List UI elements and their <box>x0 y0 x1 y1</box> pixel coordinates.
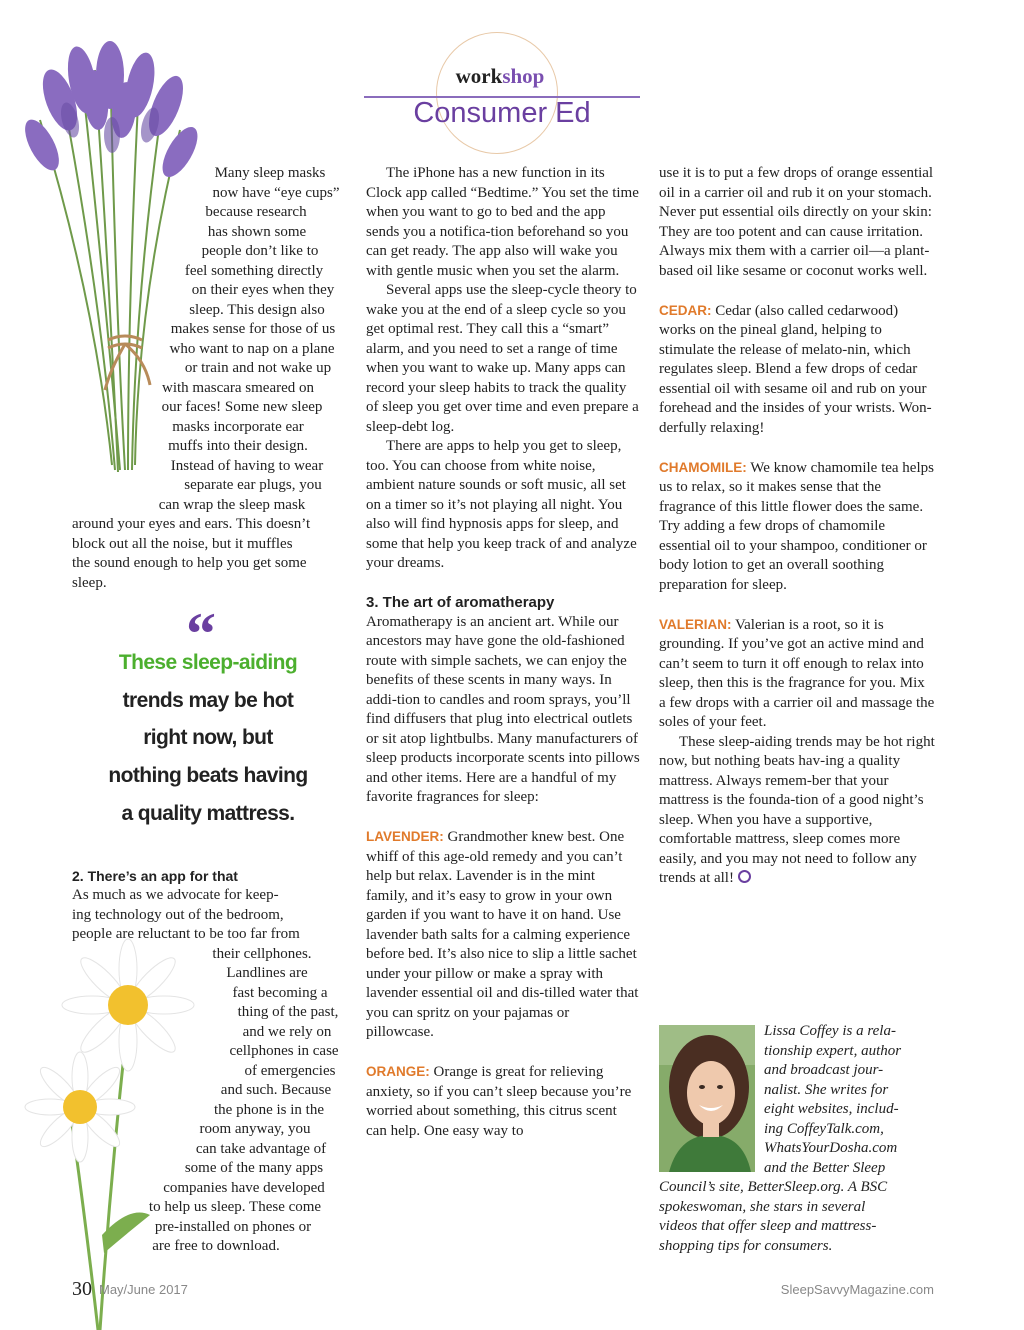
term-cedar: CEDAR: <box>659 302 712 318</box>
text-line: our faces! Some new sleep <box>161 399 323 415</box>
text-line: sleep. <box>72 574 107 591</box>
text-line: are free to download. <box>152 1238 280 1254</box>
text-line: or train and not wake up <box>184 360 332 376</box>
bio-line: videos that offer sleep and mattress- <box>659 1218 877 1234</box>
paragraph-aromatherapy: Aromatherapy is an ancient art. While our ancestors may have gone the old-fashioned route with simple sachets, we can enjoy the benefits of these scents in many ways. In addi-tion to candles and room sprays, you’ll find diffusers that plug into electrical outlets or sit atop lightbulbs. Many manufacturers of sleep products incorporate scents into pillows and other items. Here are a handful of my favorite fragrances for sleep: <box>366 613 640 805</box>
text-line: the sound enough to help you get some <box>72 555 307 571</box>
pull-quote-line: a quality mattress. <box>121 801 295 825</box>
text-line: room anyway, you <box>199 1121 311 1137</box>
text-line: masks incorporate ear <box>172 418 304 435</box>
page-number: 30 <box>72 1278 92 1300</box>
text-line: companies have developed <box>163 1179 325 1196</box>
bio-line: WhatsYourDosha.com <box>764 1140 898 1156</box>
text-line: to help us sleep. These come <box>148 1199 322 1215</box>
bio-line: eight websites, includ- <box>764 1101 899 1117</box>
text-line: Landlines are <box>226 965 308 981</box>
text-line: Many sleep masks <box>214 165 326 181</box>
paragraph-bedtime: The iPhone has a new function in its Clock app called “Bedtime.” You set the time when you want to go to bed and the app sends you a notifica-tion beforehand so you can get ready. The app also will wake you with gentle music when you set the alarm. <box>366 165 639 279</box>
bio-line: and the Better Sleep <box>764 1159 886 1176</box>
paragraph-orange-cont: use it is to put a few drops of orange essential oil in a carrier oil and rub it on your stomach. Never put essential oils directly on your skin: They are too potent and can cause irritation. Always mix them with a carrier oil—a plant-based oil like sesame or coconut works well. <box>659 165 934 279</box>
bio-line: spokeswoman, she stars in several <box>659 1198 866 1215</box>
term-orange: ORANGE: <box>366 1064 430 1079</box>
bio-line: Lissa Coffey is a rela- <box>764 1023 896 1039</box>
quote-mark-icon: “ <box>186 601 216 667</box>
kicker-part-shop: shop <box>502 64 545 88</box>
author-photo <box>659 1025 755 1172</box>
text-line: and such. Because <box>220 1082 332 1098</box>
text-line: fast becoming a <box>232 984 328 1001</box>
text-line: the phone is in the <box>214 1101 324 1118</box>
paragraph-orange: ORANGE: Orange is great for relieving anxiety, so if you can’t sleep because you’re worried about something, this citrus scent can help. One easy way to <box>366 1064 632 1139</box>
pull-quote-line: right now, but <box>143 726 273 750</box>
heading-apps: 2. There’s an app for that <box>72 868 238 884</box>
end-mark-icon <box>738 870 751 883</box>
paragraph-conclusion: These sleep-aiding trends may be hot right now, but nothing beats hav-ing a quality mattress. Always remem-ber that your mattress is the founda-tion of a good night’s sleep. When you have a supportive, comfortable mattress, sleep comes more easily, and you may not need to follow any trends at all! <box>659 733 935 886</box>
paragraph-lavender: LAVENDER: Grandmother knew best. One whiff of this age-old remedy and you can’t help but relax. Lavender is in the mint family, and it’s easy to grow in your own garden if you want to have it on hand. Use lavender bath salts for a calming experience before bed. It’s also nice to slip a little sachet under your pillow or make a spray with lavender essential oil and dis-tilled water that you can spritz on your pajamas or pillowcase. <box>366 829 639 1040</box>
text-line: pre-installed on phones or <box>154 1218 312 1235</box>
text-line: thing of the past, <box>237 1004 339 1020</box>
text-line: around your eyes and ears. This doesn’t <box>72 516 311 532</box>
bio-line: tionship expert, author <box>764 1042 902 1059</box>
text-line: makes sense for those of us <box>170 321 336 337</box>
text-line: and we rely on <box>242 1023 332 1040</box>
kicker-part-work: work <box>455 64 503 88</box>
text-line: because research <box>205 204 307 220</box>
column-3 <box>659 164 935 889</box>
header-circle-ornament <box>436 32 558 154</box>
text-line: muffs into their design. <box>168 438 308 454</box>
text-line: separate ear plugs, you <box>184 477 322 493</box>
workshop-kicker <box>440 64 560 89</box>
pull-quote-line: nothing beats having <box>108 764 308 788</box>
column-2 <box>366 164 640 1141</box>
text-line: can take advantage of <box>195 1140 327 1157</box>
text-line: people don’t like to <box>201 243 319 259</box>
term-lavender: LAVENDER: <box>366 829 444 844</box>
text-line: has shown some <box>207 223 307 240</box>
paragraph-sleep-cycle: Several apps use the sleep-cycle theory to wake you at the end of a sleep cycle so you get optimal rest. They call this a “smart” alarm, and you need to set a range of time when you want to wake up. Many apps can record your sleep habits to track the quality of sleep you get over time and even prepare a sleep-debt log. <box>366 282 639 435</box>
text-line: now have “eye cups” <box>212 184 340 201</box>
text-line: sleep. This design also <box>189 301 325 318</box>
bio-line: ing CoffeyTalk.com, <box>764 1120 884 1137</box>
term-valerian: VALERIAN: <box>659 616 732 632</box>
bio-line: Council’s site, BetterSleep.org. A BSC <box>659 1179 888 1195</box>
paragraph-valerian: VALERIAN: Valerian is a root, so it is grounding. If you’ve got an active mind and can’t seem to turn it off enough to relax into sleep, then this is the fragrance for you. Mix a few drops with a carrier oil and massage the soles of your feet. <box>659 616 935 730</box>
issue-date: May/June 2017 <box>99 1282 188 1297</box>
text-line: feel something directly <box>184 262 324 279</box>
text-line: with mascara smeared on <box>161 379 315 396</box>
text-line: who want to nap on a plane <box>169 340 335 357</box>
text-line: can wrap the sleep mask <box>158 496 306 513</box>
paragraph-chamomile: CHAMOMILE: We know chamomile tea helps us to relax, so it makes sense that the fragrance of this little flower does the same. Try adding a few drops of chamomile essential oil to your shampoo, conditioner or body lotion to get an overall soothing preparation for sleep. <box>659 459 934 593</box>
text-line: ing technology out of the bedroom, <box>72 906 284 923</box>
section-title: Consumer Ed <box>413 97 591 129</box>
paragraph-cedar: CEDAR: Cedar (also called cedarwood) works on the pineal gland, helping to stimulate the release of melato-nin, which regulates sleep. Blend a few drops of cedar essential oil with sesame oil and rub on your forehead and the insides of your wrists. Won-derfully relaxing! <box>659 302 932 436</box>
bio-line: shopping tips for consumers. <box>659 1237 833 1254</box>
term-chamomile: CHAMOMILE: <box>659 459 747 475</box>
text-line: As much as we advocate for keep- <box>72 887 279 903</box>
text-line: cellphones in case <box>229 1043 339 1059</box>
text-line: on their eyes when they <box>191 282 335 298</box>
bio-line: nalist. She writes for <box>764 1081 889 1098</box>
heading-aromatherapy: 3. The art of aromatherapy <box>366 594 555 611</box>
text-line: some of the many apps <box>184 1160 324 1176</box>
text-line: people are reluctant to be too far from <box>72 926 300 942</box>
pull-quote-line: These sleep-aiding <box>118 651 298 674</box>
pull-quote-line: trends may be hot <box>122 688 294 712</box>
bio-line: and broadcast jour- <box>764 1062 884 1078</box>
paragraph-sleep-apps: There are apps to help you get to sleep, too. You can choose from white noise, ambient nature sounds or soft music, all set on a timer so it’s not playing all night. You also will find hypnosis apps for sleep, and some that help you keep track of and analyze your dreams. <box>366 438 637 571</box>
text-line: Instead of having to wear <box>170 457 324 474</box>
text-line: block out all the noise, but it muffles <box>72 535 293 552</box>
text-line: their cellphones. <box>212 945 312 962</box>
magazine-website: SleepSavvyMagazine.com <box>780 1282 934 1297</box>
text-line: of emergencies <box>244 1062 336 1079</box>
